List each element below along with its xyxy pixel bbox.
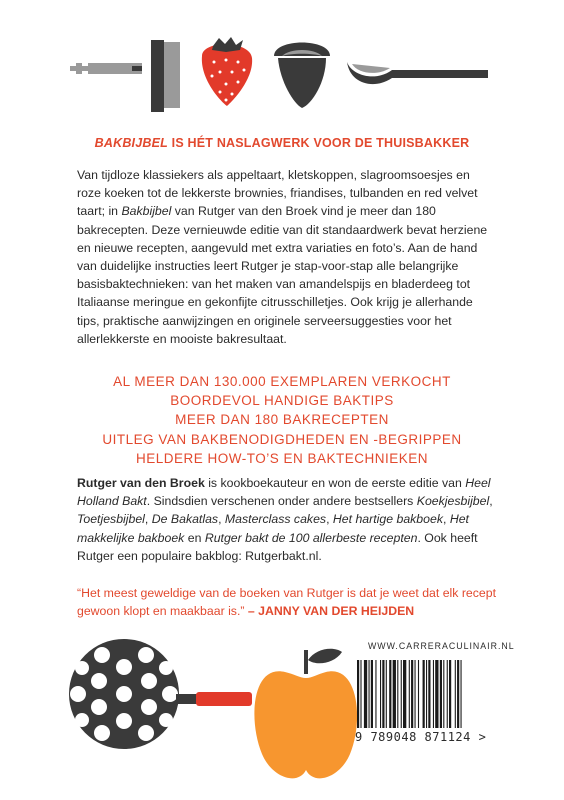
author-title: Het makkelijke bakboek <box>77 512 469 545</box>
highlight-item: MEER DAN 180 BAKRECEPTEN <box>175 412 389 428</box>
highlight-item: UITLEG VAN BAKBENODIGDHEDEN EN -BEGRIPPEN <box>102 431 462 447</box>
poffertjes-pan-icon <box>69 639 252 749</box>
highlight-item: BOORDEVOL HANDIGE BAKTIPS <box>170 393 394 409</box>
fork-icon <box>70 63 142 74</box>
author-title: Koekjesbijbel <box>416 494 490 509</box>
author-title: Rutger bakt de 100 allerbeste recepten <box>204 530 418 545</box>
author-title: Toetjesbijbel <box>77 512 145 527</box>
author-text: en <box>184 530 205 545</box>
author-text: , <box>144 512 152 527</box>
pestle-icon <box>151 40 180 112</box>
barcode <box>355 660 503 728</box>
top-illustrations <box>0 0 564 120</box>
apple-icon <box>254 649 357 779</box>
author-text: . Sindsdien verschenen onder andere bestsellers <box>146 494 417 509</box>
quote-attribution: – JANNY VAN DER HEIJDEN <box>244 604 415 619</box>
description-title-italic: Bakbijbel <box>121 204 172 219</box>
ice-cream-scoop-icon <box>347 62 488 84</box>
headline-title-italic: BAKBIJBEL <box>94 136 168 150</box>
highlights-list <box>0 372 564 468</box>
publisher-url: WWW.CARRERACULINAIR.NL <box>368 641 515 651</box>
author-name: Rutger van den Broek <box>77 476 205 490</box>
description-part-2: van Rutger van den Broek vind je meer dan 180 bakrecepten. Deze vernieuwde editie van dit standaardwerk bevat herziene en nieuwe recepten, aangevuld met extra variaties en foto’s. Aan de hand van duidelijke instructies leert Rutger je stap-voor-stap alle belangrijke basisbaktechnieken: van het maken van amandelspijs en bladerdeeg tot Italiaanse meringue en gekonfijte citrusschilletjes. Ook krijg je allerhande tips, praktische aanwijzingen en originele serveersuggesties voor het allerlekkerste en mooiste bakresultaat. <box>77 204 488 346</box>
author-text: is kookboekauteur en won de eerste editie van <box>204 476 466 490</box>
author-title: De Bakatlas <box>151 512 219 527</box>
quote-text: “Het meest geweldige van de boeken van Rutger is dat je weet dat elk recept gewoon klopt en maakbaar is.” <box>77 586 497 619</box>
headline <box>0 136 564 150</box>
author-bio <box>77 474 497 565</box>
author-title: Het hartige bakboek <box>332 512 443 527</box>
author-title: Masterclass cakes <box>224 512 327 527</box>
description-part-1: Van tijdloze klassiekers als appeltaart, kletskoppen, slagroomsoesjes en roze koeken tot de lekkerste brownies, friandises, tulbanden en red velvet taart; in <box>77 168 478 219</box>
author-text: , <box>218 512 225 527</box>
author-title: Heel Holland Bakt <box>77 476 491 509</box>
author-text: . Ook heeft Rutger een populaire bakblog: Rutgerbakt.nl. <box>77 530 478 563</box>
nut-icon <box>274 43 330 109</box>
author-text: , <box>442 512 450 527</box>
bottom-illustrations <box>0 630 360 800</box>
description <box>77 166 497 348</box>
author-text: , <box>489 494 493 509</box>
strawberry-icon <box>202 37 252 106</box>
headline-title-rest: IS HÉT NASLAGWERK VOOR DE THUISBAKKER <box>167 136 470 150</box>
author-text: , <box>326 512 333 527</box>
highlight-item: AL MEER DAN 130.000 EXEMPLAREN VERKOCHT <box>113 374 451 389</box>
isbn-number: 9 789048 871124 > <box>355 730 487 744</box>
highlight-item: HELDERE HOW-TO’S EN BAKTECHNIEKEN <box>135 450 429 466</box>
quote <box>77 584 507 620</box>
